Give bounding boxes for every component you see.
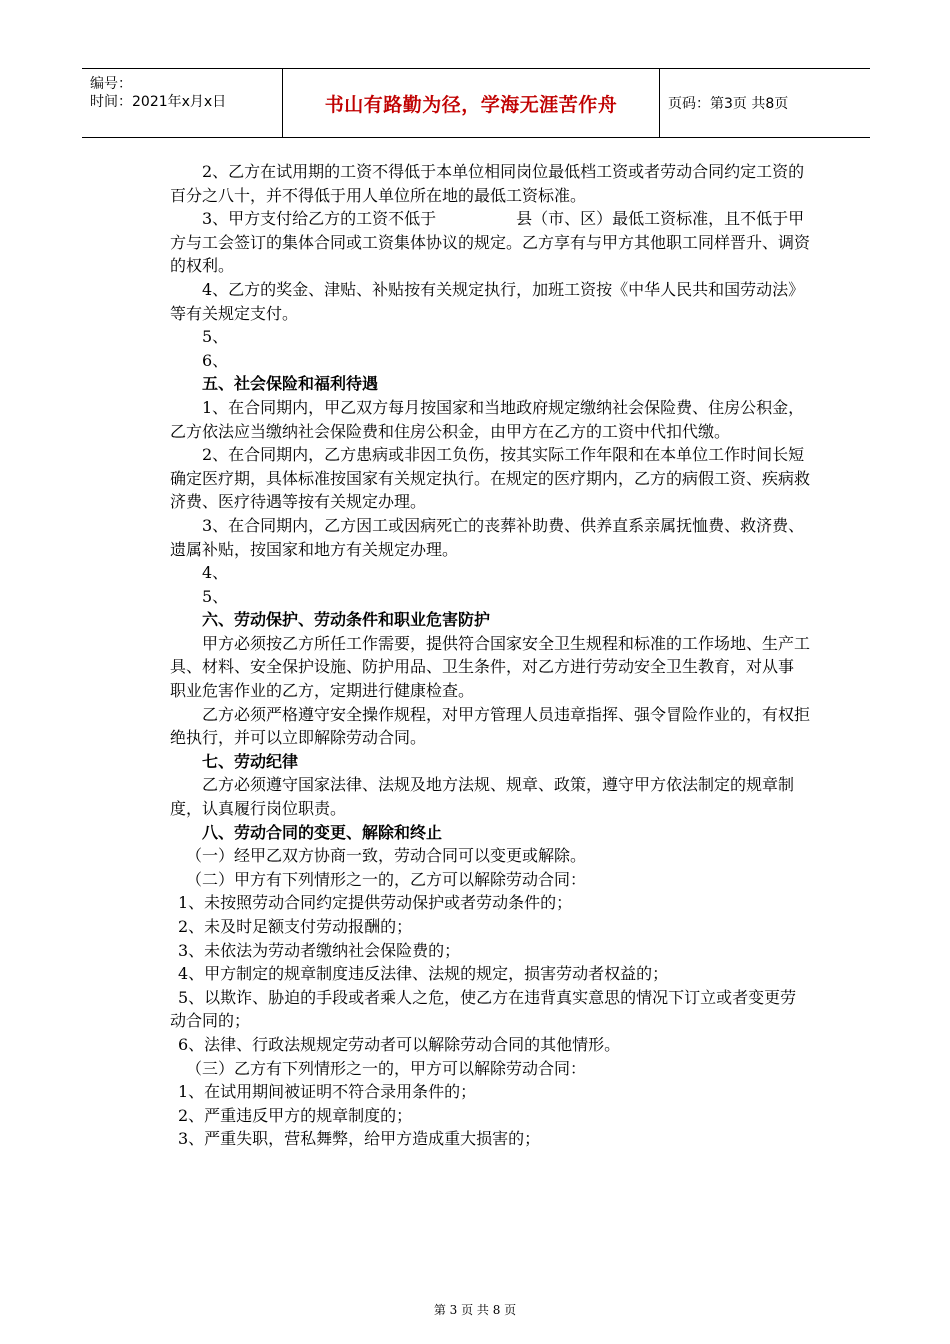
body-paragraph: 5、 — [202, 586, 229, 606]
body-paragraph: 乙方必须严格遵守安全操作规程，对甲方管理人员违章指挥、强令冒险作业的，有权拒绝执行，并可以立即解除劳动合同。 — [170, 704, 811, 748]
page-footer: 第 3 页 共 8 页 — [433, 1303, 517, 1317]
number-label: 编号： — [90, 76, 132, 92]
body-paragraph: 甲方必须按乙方所任工作需要，提供符合国家安全卫生规程和标准的工作场地、生产工具、材料、安全保护设施、防护用品、卫生条件，对乙方进行劳动安全卫生教育，对从事 职业危害作业的乙方，定期进行健康检查。 — [170, 633, 859, 701]
body-paragraph: 3、未依法为劳动者缴纳社会保险费的； — [178, 940, 461, 960]
header-divider — [659, 69, 660, 137]
section-heading: 五、社会保险和福利待遇 — [202, 374, 379, 394]
body-paragraph: 3、在合同期内，乙方因工或因病死亡的丧葬补助费、供养直系亲属抚恤费、救济费、遗属补贴，按国家和地方有关规定办理。 — [170, 515, 805, 559]
header-meta-cell — [82, 69, 282, 137]
body-paragraph: （一）经甲乙双方协商一致，劳动合同可以变更或解除。 — [186, 846, 587, 866]
header-page-label: 页码：第3页 共8页 — [668, 96, 789, 112]
body-paragraph: 3、甲方支付给乙方的工资不低于 县（市、区）最低工资标准，且不低于甲方与工会签订的集体合同或工资集体协议的规定。乙方享有与甲方其他职工同样晋升、调资的权利。 — [170, 209, 811, 276]
body-paragraph: 4、 — [202, 563, 229, 583]
section-heading: 七、劳动纪律 — [202, 751, 299, 771]
body-paragraph: 6、法律、行政法规规定劳动者可以解除劳动合同的其他情形。 — [178, 1034, 621, 1054]
body-paragraph: 2、严重违反甲方的规章制度的； — [178, 1105, 413, 1125]
body-paragraph: 2、未及时足额支付劳动报酬的； — [178, 917, 413, 936]
body-paragraph: 乙方必须遵守国家法律、法规及地方法规、规章、政策，遵守甲方依法制定的规章制度，认真履行岗位职责。 — [170, 775, 795, 819]
body-paragraph: 5、以欺诈、胁迫的手段或者乘人之危，使乙方在违背真实意思的情况下订立或者变更劳动合同的； — [170, 987, 797, 1031]
section-heading: 六、劳动保护、劳动条件和职业危害防护 — [202, 610, 491, 630]
body-paragraph: 2、在合同期内，乙方患病或非因工负伤，按其实际工作年限和在本单位工作时间长短确定医疗期，具体标准按国家有关规定执行。在规定的医疗期内，乙方的病假工资、疾病救济费、医疗待遇等按有关规定办理。 — [170, 445, 811, 512]
body-paragraph: 1、未按照劳动合同约定提供劳动保护或者劳动条件的； — [178, 893, 573, 913]
body-paragraph: 1、在试用期间被证明不符合录用条件的； — [178, 1082, 477, 1102]
section-heading: 八、劳动合同的变更、解除和终止 — [202, 822, 443, 842]
header-table — [82, 68, 870, 138]
body-paragraph: 2、乙方在试用期的工资不得低于本单位相同岗位最低档工资或者劳动合同约定工资的百分之八十，并不得低于用人单位所在地的最低工资标准。 — [170, 162, 805, 205]
header-motto: 书山有路勤为径，学海无涯苦作舟 — [324, 93, 618, 116]
document-body — [170, 160, 859, 1151]
body-paragraph: （三）乙方有下列情形之一的，甲方可以解除劳动合同： — [186, 1058, 587, 1078]
date-label: 时间：2021年x月x日 — [90, 94, 227, 110]
body-paragraph: （二）甲方有下列情形之一的，乙方可以解除劳动合同： — [186, 869, 587, 889]
body-paragraph: 5、 — [202, 327, 229, 347]
body-paragraph: 1、在合同期内，甲乙双方每月按国家和当地政府规定缴纳社会保险费、住房公积金，乙方依法应当缴纳社会保险费和住房公积金，由甲方在乙方的工资中代扣代缴。 — [170, 397, 805, 441]
body-paragraph: 6、 — [202, 350, 229, 370]
body-paragraph: 3、严重失职，营私舞弊，给甲方造成重大损害的； — [178, 1129, 541, 1149]
body-paragraph: 4、乙方的奖金、津贴、补贴按有关规定执行，加班工资按《中华人民共和国劳动法》等有关规定支付。 — [170, 279, 805, 323]
body-paragraph: 4、甲方制定的规章制度违反法律、法规的规定，损害劳动者权益的； — [178, 964, 669, 984]
